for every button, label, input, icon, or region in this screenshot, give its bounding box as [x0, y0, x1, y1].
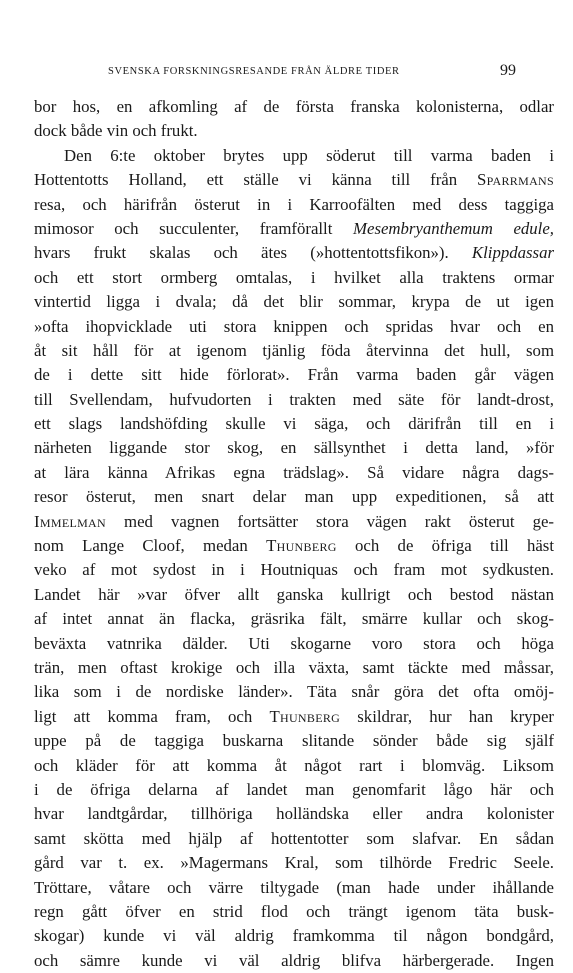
- text-line: Tröttare, våtare och värre tiltygade (man hade under ihållande: [34, 877, 554, 897]
- person-name: Immelman: [34, 511, 106, 531]
- text-line: Hottentotts Holland, ett ställe vi känna till från Sparrmans: [34, 170, 554, 190]
- person-name: Sparrmans: [477, 170, 554, 190]
- text-line: regn gått öfver en strid flod och trängt igenom täta busk-: [34, 901, 554, 921]
- text-line: åt sit håll för at igenom tjänlig föda återvinna det hull, som: [34, 340, 554, 360]
- body-text: [34, 95, 554, 973]
- text-line: ett slags landshöfding skulle vi säga, och därifrån till en i: [34, 414, 554, 434]
- text-line: veko af mot sydost in i Houtniquas och fram mot sydkusten.: [34, 560, 554, 580]
- running-head: SVENSKA FORSKNINGSRESANDE FRÅN ÄLDRE TIDER: [108, 66, 400, 77]
- text-line: och kläder för att komma åt något rart i blomväg. Liksom: [34, 755, 554, 775]
- text-line: de i dette sitt hide förlorat». Från varma baden går vägen: [34, 365, 554, 385]
- text-line: gård var t. ex. »Magermans Kral, som tilhörde Fredric Seele.: [34, 853, 554, 873]
- text-line: hvars frukt skalas och ätes (»hottentottsfikon»). Klippdassar: [34, 243, 554, 263]
- text-line: uppe på de taggiga buskarna slitande sönder både sig själf: [34, 731, 554, 751]
- text-line: »ofta ihopvicklade uti stora knippen och spridas hvar och en: [34, 316, 554, 336]
- species-name: Mesembryanthemum edule,: [353, 218, 554, 238]
- text-line: bor hos, en afkomling af de första franska kolonisterna, odlar: [34, 97, 554, 116]
- text-line: i de öfriga delarna af landet man genomfarit lågo här och: [34, 779, 554, 799]
- text-line: Den 6:te oktober brytes upp söderut till varma baden i: [64, 145, 554, 165]
- text-line: resor österut, men snart delar man upp expeditionen, så att: [34, 487, 554, 507]
- text-line: at lära känna Afrikas egna trädslag». Så vidare några dags-: [34, 462, 554, 482]
- text-line: hvar landtgårdar, tillhöriga holländska eller andra kolonister: [34, 804, 554, 824]
- text-line: beväxta vatnrika dälder. Uti skogarne voro stora och höga: [34, 633, 554, 653]
- text-line: och ett stort ormberg omtalas, i hvilket alla traktens ormar: [34, 267, 554, 287]
- text-line: Landet här »var öfver allt ganska kullrigt och bestod nästan: [34, 584, 554, 604]
- page-number: 99: [500, 62, 516, 79]
- text-line: dock både vin och frukt.: [34, 121, 198, 141]
- text-line: lika som i de nordiske länder». Täta snår göra det ofta omöj-: [34, 682, 554, 702]
- person-name: Thunberg: [266, 536, 337, 556]
- text-line: trän, men oftast krokige och illa växta, samt täckte med måssar,: [34, 657, 554, 677]
- text-line: samt skötta med hjälp af hottentotter som slafvar. En sådan: [34, 828, 554, 848]
- text-line: nom Lange Cloof, medan Thunberg och de öfriga till häst: [34, 536, 554, 556]
- text-line: skogar) kunde vi väl aldrig framkomma til någon bondgård,: [34, 926, 554, 946]
- text-line: och sämre kunde vi väl aldrig blifva härbergerade. Ingen: [34, 950, 554, 970]
- page-header: [0, 62, 573, 84]
- text-line: närheten liggande stor skog, en sällsynthet i detta land, »för: [34, 438, 554, 458]
- text-line: till Svellendam, hufvudorten i trakten med säte för landt-drost,: [34, 389, 554, 409]
- text-line: af intet annat än flacka, gräsrika fält, smärre kullar och skog-: [34, 609, 554, 629]
- text-line: Immelman med vagnen fortsätter stora vägen rakt österut ge-: [34, 511, 554, 531]
- text-line: mimosor och succulenter, framförallt Mesembryanthemum edule,: [34, 218, 554, 238]
- text-line: ligt att komma fram, och Thunberg skildrar, hur han kryper: [34, 706, 554, 726]
- person-name: Thunberg: [269, 706, 341, 726]
- text-line: resa, och härifrån österut in i Karroofälten med dess taggiga: [34, 194, 554, 214]
- species-name: Klippdassar: [471, 243, 554, 263]
- text-line: vintertid ligga i dvala; då det blir sommar, krypa de ut igen: [34, 292, 554, 312]
